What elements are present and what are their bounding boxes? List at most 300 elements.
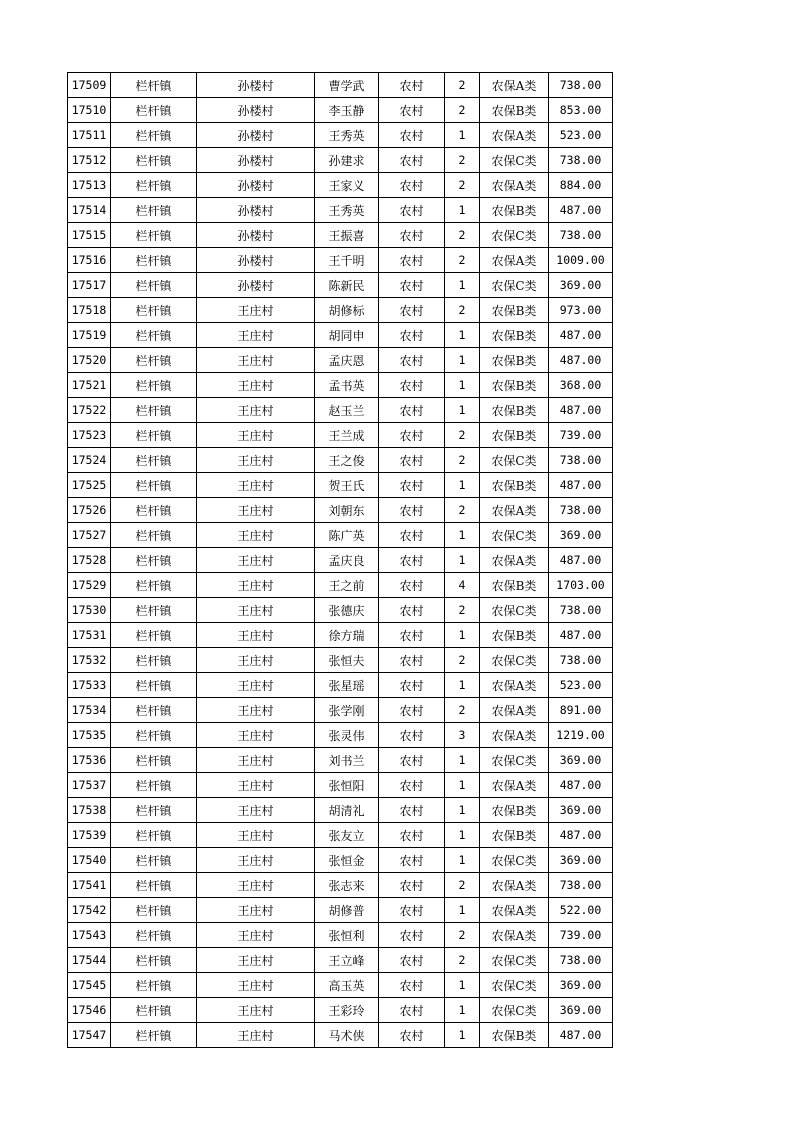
count-cell: 4 xyxy=(445,573,480,598)
table-row xyxy=(68,548,613,573)
category-cell: 农保C类 xyxy=(480,448,549,473)
type-cell: 农村 xyxy=(379,148,445,173)
category-cell: 农保A类 xyxy=(480,673,549,698)
serial-cell: 17530 xyxy=(68,598,111,623)
count-cell: 1 xyxy=(445,273,480,298)
village-cell: 王庄村 xyxy=(197,898,315,923)
category-cell: 农保A类 xyxy=(480,923,549,948)
name-cell: 徐方瑞 xyxy=(315,623,379,648)
category-cell: 农保A类 xyxy=(480,873,549,898)
town-cell: 栏杆镇 xyxy=(111,523,197,548)
count-cell: 1 xyxy=(445,523,480,548)
village-cell: 王庄村 xyxy=(197,398,315,423)
name-cell: 孟书英 xyxy=(315,373,379,398)
category-cell: 农保B类 xyxy=(480,423,549,448)
town-cell: 栏杆镇 xyxy=(111,323,197,348)
name-cell: 胡修普 xyxy=(315,898,379,923)
name-cell: 王立峰 xyxy=(315,948,379,973)
type-cell: 农村 xyxy=(379,673,445,698)
count-cell: 1 xyxy=(445,848,480,873)
town-cell: 栏杆镇 xyxy=(111,723,197,748)
count-cell: 1 xyxy=(445,998,480,1023)
amount-cell: 738.00 xyxy=(549,448,613,473)
table-row xyxy=(68,273,613,298)
serial-cell: 17529 xyxy=(68,573,111,598)
name-cell: 张星瑶 xyxy=(315,673,379,698)
town-cell: 栏杆镇 xyxy=(111,348,197,373)
table-row xyxy=(68,248,613,273)
village-cell: 王庄村 xyxy=(197,973,315,998)
serial-cell: 17511 xyxy=(68,123,111,148)
village-cell: 王庄村 xyxy=(197,498,315,523)
table-row xyxy=(68,948,613,973)
count-cell: 2 xyxy=(445,498,480,523)
type-cell: 农村 xyxy=(379,723,445,748)
category-cell: 农保C类 xyxy=(480,948,549,973)
name-cell: 王振喜 xyxy=(315,223,379,248)
amount-cell: 973.00 xyxy=(549,298,613,323)
name-cell: 赵玉兰 xyxy=(315,398,379,423)
village-cell: 王庄村 xyxy=(197,698,315,723)
town-cell: 栏杆镇 xyxy=(111,223,197,248)
village-cell: 王庄村 xyxy=(197,598,315,623)
town-cell: 栏杆镇 xyxy=(111,873,197,898)
count-cell: 2 xyxy=(445,598,480,623)
count-cell: 2 xyxy=(445,148,480,173)
type-cell: 农村 xyxy=(379,648,445,673)
serial-cell: 17524 xyxy=(68,448,111,473)
type-cell: 农村 xyxy=(379,973,445,998)
name-cell: 李玉静 xyxy=(315,98,379,123)
category-cell: 农保B类 xyxy=(480,1023,549,1048)
table-row xyxy=(68,573,613,598)
name-cell: 张德庆 xyxy=(315,598,379,623)
table-row xyxy=(68,448,613,473)
name-cell: 张恒夫 xyxy=(315,648,379,673)
count-cell: 2 xyxy=(445,873,480,898)
amount-cell: 738.00 xyxy=(549,598,613,623)
count-cell: 2 xyxy=(445,648,480,673)
village-cell: 王庄村 xyxy=(197,848,315,873)
village-cell: 王庄村 xyxy=(197,648,315,673)
table-row xyxy=(68,323,613,348)
type-cell: 农村 xyxy=(379,923,445,948)
type-cell: 农村 xyxy=(379,123,445,148)
table-row xyxy=(68,173,613,198)
table-row xyxy=(68,898,613,923)
name-cell: 刘朝东 xyxy=(315,498,379,523)
count-cell: 2 xyxy=(445,248,480,273)
type-cell: 农村 xyxy=(379,448,445,473)
category-cell: 农保C类 xyxy=(480,848,549,873)
count-cell: 1 xyxy=(445,373,480,398)
type-cell: 农村 xyxy=(379,748,445,773)
table-row xyxy=(68,98,613,123)
town-cell: 栏杆镇 xyxy=(111,948,197,973)
category-cell: 农保C类 xyxy=(480,598,549,623)
village-cell: 孙楼村 xyxy=(197,123,315,148)
village-cell: 孙楼村 xyxy=(197,223,315,248)
category-cell: 农保B类 xyxy=(480,98,549,123)
village-cell: 孙楼村 xyxy=(197,73,315,98)
count-cell: 1 xyxy=(445,973,480,998)
count-cell: 1 xyxy=(445,473,480,498)
amount-cell: 1009.00 xyxy=(549,248,613,273)
table-row xyxy=(68,398,613,423)
serial-cell: 17512 xyxy=(68,148,111,173)
amount-cell: 368.00 xyxy=(549,373,613,398)
category-cell: 农保B类 xyxy=(480,373,549,398)
serial-cell: 17522 xyxy=(68,398,111,423)
name-cell: 张友立 xyxy=(315,823,379,848)
count-cell: 1 xyxy=(445,798,480,823)
serial-cell: 17516 xyxy=(68,248,111,273)
category-cell: 农保A类 xyxy=(480,248,549,273)
town-cell: 栏杆镇 xyxy=(111,298,197,323)
type-cell: 农村 xyxy=(379,823,445,848)
category-cell: 农保A类 xyxy=(480,173,549,198)
town-cell: 栏杆镇 xyxy=(111,698,197,723)
town-cell: 栏杆镇 xyxy=(111,173,197,198)
type-cell: 农村 xyxy=(379,223,445,248)
name-cell: 贺王氏 xyxy=(315,473,379,498)
type-cell: 农村 xyxy=(379,773,445,798)
amount-cell: 853.00 xyxy=(549,98,613,123)
name-cell: 张恒金 xyxy=(315,848,379,873)
category-cell: 农保A类 xyxy=(480,698,549,723)
amount-cell: 487.00 xyxy=(549,1023,613,1048)
name-cell: 曹学武 xyxy=(315,73,379,98)
category-cell: 农保B类 xyxy=(480,398,549,423)
amount-cell: 369.00 xyxy=(549,848,613,873)
count-cell: 3 xyxy=(445,723,480,748)
name-cell: 胡同申 xyxy=(315,323,379,348)
category-cell: 农保B类 xyxy=(480,298,549,323)
village-cell: 孙楼村 xyxy=(197,98,315,123)
table-row xyxy=(68,623,613,648)
amount-cell: 487.00 xyxy=(549,398,613,423)
table-row xyxy=(68,648,613,673)
name-cell: 马术侠 xyxy=(315,1023,379,1048)
count-cell: 1 xyxy=(445,198,480,223)
town-cell: 栏杆镇 xyxy=(111,648,197,673)
name-cell: 王之前 xyxy=(315,573,379,598)
name-cell: 王千明 xyxy=(315,248,379,273)
type-cell: 农村 xyxy=(379,898,445,923)
roster-body xyxy=(68,73,613,1048)
amount-cell: 369.00 xyxy=(549,273,613,298)
type-cell: 农村 xyxy=(379,173,445,198)
type-cell: 农村 xyxy=(379,798,445,823)
serial-cell: 17540 xyxy=(68,848,111,873)
count-cell: 1 xyxy=(445,123,480,148)
table-row xyxy=(68,523,613,548)
table-row xyxy=(68,298,613,323)
table-row xyxy=(68,223,613,248)
amount-cell: 523.00 xyxy=(549,673,613,698)
amount-cell: 487.00 xyxy=(549,323,613,348)
count-cell: 1 xyxy=(445,773,480,798)
serial-cell: 17535 xyxy=(68,723,111,748)
village-cell: 王庄村 xyxy=(197,473,315,498)
category-cell: 农保A类 xyxy=(480,123,549,148)
town-cell: 栏杆镇 xyxy=(111,748,197,773)
name-cell: 胡清礼 xyxy=(315,798,379,823)
name-cell: 孙建求 xyxy=(315,148,379,173)
name-cell: 孟庆良 xyxy=(315,548,379,573)
serial-cell: 17519 xyxy=(68,323,111,348)
town-cell: 栏杆镇 xyxy=(111,973,197,998)
serial-cell: 17539 xyxy=(68,823,111,848)
count-cell: 1 xyxy=(445,348,480,373)
count-cell: 2 xyxy=(445,698,480,723)
name-cell: 刘书兰 xyxy=(315,748,379,773)
table-row xyxy=(68,373,613,398)
count-cell: 2 xyxy=(445,298,480,323)
serial-cell: 17517 xyxy=(68,273,111,298)
type-cell: 农村 xyxy=(379,698,445,723)
town-cell: 栏杆镇 xyxy=(111,823,197,848)
serial-cell: 17514 xyxy=(68,198,111,223)
village-cell: 王庄村 xyxy=(197,373,315,398)
town-cell: 栏杆镇 xyxy=(111,198,197,223)
village-cell: 王庄村 xyxy=(197,873,315,898)
serial-cell: 17518 xyxy=(68,298,111,323)
town-cell: 栏杆镇 xyxy=(111,98,197,123)
type-cell: 农村 xyxy=(379,473,445,498)
table-row xyxy=(68,973,613,998)
serial-cell: 17543 xyxy=(68,923,111,948)
table-row xyxy=(68,998,613,1023)
type-cell: 农村 xyxy=(379,1023,445,1048)
name-cell: 胡修标 xyxy=(315,298,379,323)
table-row xyxy=(68,673,613,698)
town-cell: 栏杆镇 xyxy=(111,423,197,448)
village-cell: 王庄村 xyxy=(197,823,315,848)
village-cell: 王庄村 xyxy=(197,948,315,973)
category-cell: 农保A类 xyxy=(480,73,549,98)
amount-cell: 487.00 xyxy=(549,548,613,573)
name-cell: 张恒阳 xyxy=(315,773,379,798)
table-row xyxy=(68,1023,613,1048)
name-cell: 高玉英 xyxy=(315,973,379,998)
amount-cell: 884.00 xyxy=(549,173,613,198)
table-row xyxy=(68,748,613,773)
serial-cell: 17527 xyxy=(68,523,111,548)
village-cell: 王庄村 xyxy=(197,298,315,323)
count-cell: 2 xyxy=(445,423,480,448)
name-cell: 张恒利 xyxy=(315,923,379,948)
table-row xyxy=(68,73,613,98)
serial-cell: 17547 xyxy=(68,1023,111,1048)
type-cell: 农村 xyxy=(379,248,445,273)
category-cell: 农保B类 xyxy=(480,823,549,848)
count-cell: 2 xyxy=(445,98,480,123)
serial-cell: 17509 xyxy=(68,73,111,98)
serial-cell: 17537 xyxy=(68,773,111,798)
amount-cell: 487.00 xyxy=(549,623,613,648)
table-row xyxy=(68,198,613,223)
village-cell: 王庄村 xyxy=(197,998,315,1023)
town-cell: 栏杆镇 xyxy=(111,373,197,398)
type-cell: 农村 xyxy=(379,623,445,648)
count-cell: 1 xyxy=(445,548,480,573)
serial-cell: 17531 xyxy=(68,623,111,648)
village-cell: 王庄村 xyxy=(197,673,315,698)
count-cell: 1 xyxy=(445,1023,480,1048)
serial-cell: 17526 xyxy=(68,498,111,523)
type-cell: 农村 xyxy=(379,548,445,573)
type-cell: 农村 xyxy=(379,998,445,1023)
category-cell: 农保C类 xyxy=(480,973,549,998)
name-cell: 王家义 xyxy=(315,173,379,198)
serial-cell: 17538 xyxy=(68,798,111,823)
village-cell: 王庄村 xyxy=(197,798,315,823)
town-cell: 栏杆镇 xyxy=(111,798,197,823)
category-cell: 农保C类 xyxy=(480,998,549,1023)
amount-cell: 738.00 xyxy=(549,948,613,973)
village-cell: 王庄村 xyxy=(197,323,315,348)
village-cell: 王庄村 xyxy=(197,1023,315,1048)
town-cell: 栏杆镇 xyxy=(111,148,197,173)
village-cell: 孙楼村 xyxy=(197,273,315,298)
count-cell: 2 xyxy=(445,73,480,98)
type-cell: 农村 xyxy=(379,323,445,348)
table-row xyxy=(68,423,613,448)
category-cell: 农保B类 xyxy=(480,798,549,823)
count-cell: 2 xyxy=(445,948,480,973)
table-row xyxy=(68,848,613,873)
type-cell: 农村 xyxy=(379,523,445,548)
village-cell: 孙楼村 xyxy=(197,148,315,173)
village-cell: 孙楼村 xyxy=(197,198,315,223)
serial-cell: 17528 xyxy=(68,548,111,573)
table-row xyxy=(68,823,613,848)
serial-cell: 17541 xyxy=(68,873,111,898)
serial-cell: 17536 xyxy=(68,748,111,773)
amount-cell: 487.00 xyxy=(549,773,613,798)
type-cell: 农村 xyxy=(379,348,445,373)
name-cell: 王秀英 xyxy=(315,198,379,223)
village-cell: 孙楼村 xyxy=(197,248,315,273)
village-cell: 王庄村 xyxy=(197,573,315,598)
name-cell: 陈广英 xyxy=(315,523,379,548)
village-cell: 王庄村 xyxy=(197,723,315,748)
town-cell: 栏杆镇 xyxy=(111,848,197,873)
village-cell: 王庄村 xyxy=(197,748,315,773)
village-cell: 王庄村 xyxy=(197,423,315,448)
amount-cell: 487.00 xyxy=(549,823,613,848)
table-row xyxy=(68,498,613,523)
serial-cell: 17545 xyxy=(68,973,111,998)
type-cell: 农村 xyxy=(379,423,445,448)
town-cell: 栏杆镇 xyxy=(111,448,197,473)
town-cell: 栏杆镇 xyxy=(111,498,197,523)
town-cell: 栏杆镇 xyxy=(111,623,197,648)
serial-cell: 17525 xyxy=(68,473,111,498)
type-cell: 农村 xyxy=(379,273,445,298)
town-cell: 栏杆镇 xyxy=(111,998,197,1023)
serial-cell: 17533 xyxy=(68,673,111,698)
village-cell: 王庄村 xyxy=(197,448,315,473)
serial-cell: 17542 xyxy=(68,898,111,923)
type-cell: 农村 xyxy=(379,98,445,123)
name-cell: 张灵伟 xyxy=(315,723,379,748)
amount-cell: 369.00 xyxy=(549,748,613,773)
name-cell: 王兰成 xyxy=(315,423,379,448)
type-cell: 农村 xyxy=(379,298,445,323)
count-cell: 1 xyxy=(445,673,480,698)
town-cell: 栏杆镇 xyxy=(111,673,197,698)
amount-cell: 738.00 xyxy=(549,873,613,898)
amount-cell: 1703.00 xyxy=(549,573,613,598)
serial-cell: 17523 xyxy=(68,423,111,448)
serial-cell: 17546 xyxy=(68,998,111,1023)
category-cell: 农保A类 xyxy=(480,548,549,573)
amount-cell: 738.00 xyxy=(549,73,613,98)
amount-cell: 738.00 xyxy=(549,648,613,673)
category-cell: 农保B类 xyxy=(480,473,549,498)
category-cell: 农保A类 xyxy=(480,773,549,798)
table-row xyxy=(68,923,613,948)
town-cell: 栏杆镇 xyxy=(111,248,197,273)
type-cell: 农村 xyxy=(379,573,445,598)
count-cell: 2 xyxy=(445,173,480,198)
category-cell: 农保A类 xyxy=(480,498,549,523)
village-cell: 王庄村 xyxy=(197,923,315,948)
type-cell: 农村 xyxy=(379,598,445,623)
type-cell: 农村 xyxy=(379,373,445,398)
village-cell: 王庄村 xyxy=(197,548,315,573)
serial-cell: 17513 xyxy=(68,173,111,198)
count-cell: 1 xyxy=(445,898,480,923)
count-cell: 1 xyxy=(445,623,480,648)
type-cell: 农村 xyxy=(379,848,445,873)
serial-cell: 17521 xyxy=(68,373,111,398)
type-cell: 农村 xyxy=(379,948,445,973)
table-row xyxy=(68,473,613,498)
village-cell: 王庄村 xyxy=(197,348,315,373)
name-cell: 王之俊 xyxy=(315,448,379,473)
amount-cell: 738.00 xyxy=(549,223,613,248)
name-cell: 孟庆恩 xyxy=(315,348,379,373)
town-cell: 栏杆镇 xyxy=(111,598,197,623)
village-cell: 王庄村 xyxy=(197,773,315,798)
name-cell: 陈新民 xyxy=(315,273,379,298)
amount-cell: 369.00 xyxy=(549,973,613,998)
category-cell: 农保A类 xyxy=(480,723,549,748)
amount-cell: 522.00 xyxy=(549,898,613,923)
count-cell: 1 xyxy=(445,323,480,348)
town-cell: 栏杆镇 xyxy=(111,923,197,948)
category-cell: 农保A类 xyxy=(480,898,549,923)
town-cell: 栏杆镇 xyxy=(111,548,197,573)
town-cell: 栏杆镇 xyxy=(111,1023,197,1048)
category-cell: 农保B类 xyxy=(480,198,549,223)
village-cell: 孙楼村 xyxy=(197,173,315,198)
category-cell: 农保C类 xyxy=(480,223,549,248)
serial-cell: 17510 xyxy=(68,98,111,123)
table-row xyxy=(68,123,613,148)
table-row xyxy=(68,873,613,898)
name-cell: 王秀英 xyxy=(315,123,379,148)
name-cell: 张学刚 xyxy=(315,698,379,723)
name-cell: 张志来 xyxy=(315,873,379,898)
table-row xyxy=(68,148,613,173)
table-row xyxy=(68,798,613,823)
amount-cell: 369.00 xyxy=(549,798,613,823)
amount-cell: 523.00 xyxy=(549,123,613,148)
